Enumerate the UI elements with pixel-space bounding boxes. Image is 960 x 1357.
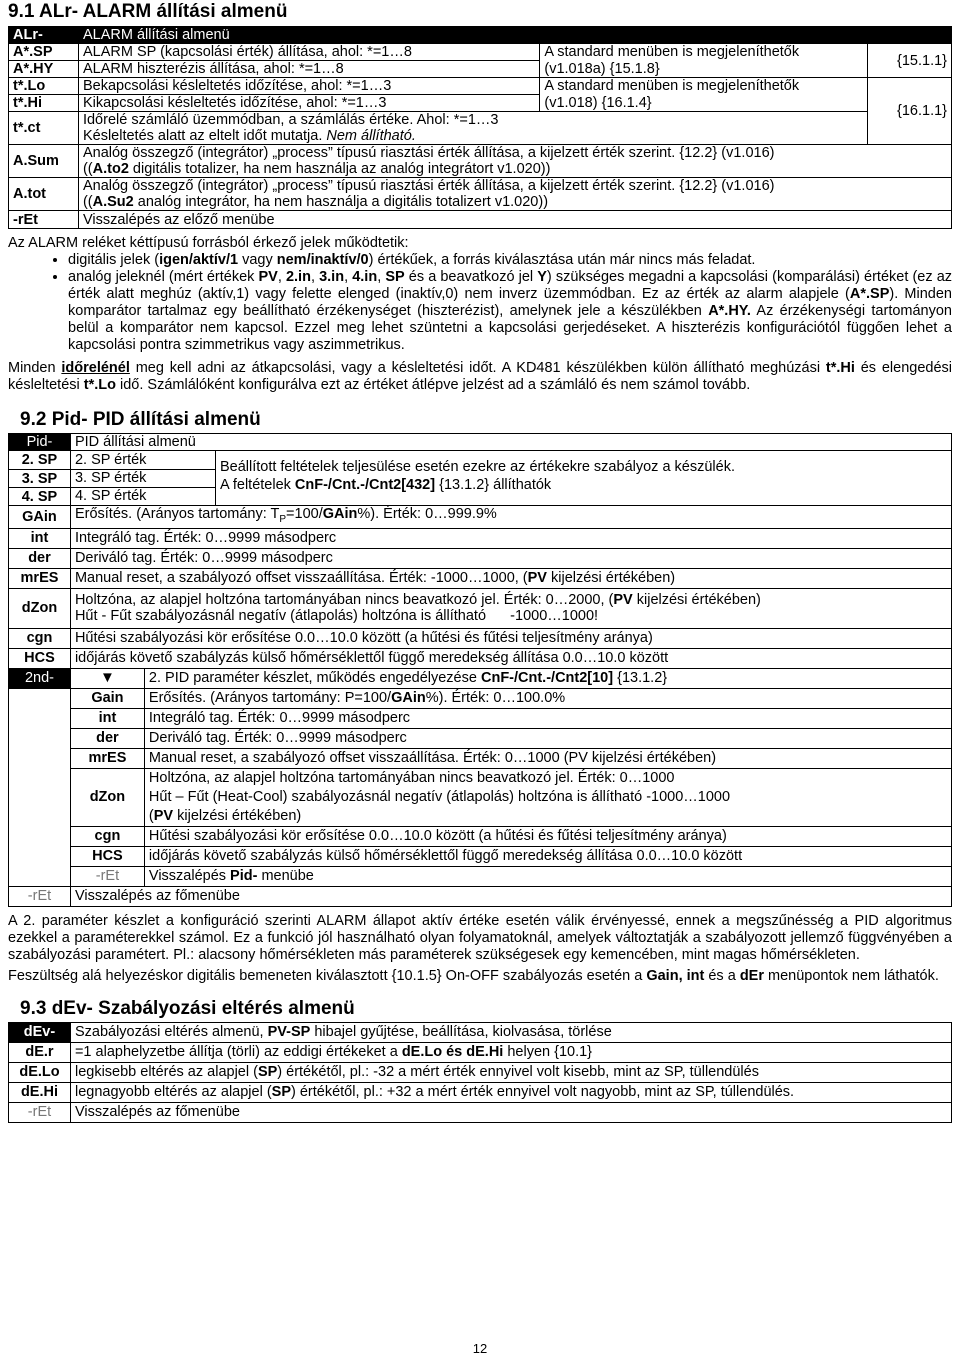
table-row	[9, 178, 952, 211]
reference-label: {16.1.1}	[868, 78, 952, 145]
text: Pid-	[230, 868, 258, 885]
text: SP	[385, 269, 405, 285]
menu-description: ALARM állítási almenü	[78, 27, 951, 44]
text: analóg jeleknél (mért értékek	[68, 269, 259, 285]
list-item	[68, 252, 952, 269]
sp-values	[71, 451, 216, 505]
text: kijelzési értékében)	[546, 570, 676, 587]
page-number: 12	[472, 1341, 488, 1356]
description-line	[149, 807, 947, 826]
text: 3.in	[319, 269, 345, 285]
description-text: A.Su2	[92, 194, 134, 210]
triangle-down-icon: ▼	[70, 668, 144, 688]
table-row	[9, 145, 952, 178]
menu-description	[144, 866, 951, 886]
menu-code: cgn	[70, 826, 144, 846]
text: A*.HY.	[708, 303, 751, 319]
menu-code: -rEt	[9, 886, 71, 906]
menu-description: Deriváló tag. Érték: 0…9999 másodperc	[70, 548, 951, 568]
table-row	[9, 708, 952, 728]
menu-description: Integráló tag. Érték: 0…9999 másodperc	[70, 528, 951, 548]
text: t*.Lo	[83, 377, 116, 393]
table-row	[9, 528, 952, 548]
menu-code: A.Sum	[9, 145, 79, 178]
table-row	[9, 728, 952, 748]
table-row	[9, 95, 952, 112]
text: SP	[271, 1084, 291, 1101]
section-title-deviation: 9.3 dEv- Szabályozási eltérés almenü	[20, 997, 355, 1019]
text: menübe	[257, 868, 314, 885]
section-title-alarm: 9.1 ALr- ALARM állítási almenü	[8, 1, 288, 22]
text: (	[148, 807, 154, 824]
text: {13.1.2}	[613, 670, 668, 687]
description-text: Nem állítható.	[326, 128, 416, 144]
text: GAin	[391, 690, 426, 707]
table-row	[9, 1022, 952, 1042]
text: hibajel gyűjtése, beállítása, kiolvasása, törlése	[310, 1024, 612, 1041]
text: CnF-/Cnt.-/Cnt2[10]	[480, 670, 614, 687]
second-set-paragraph: A 2. paraméter készlet a konfiguráció szerinti ALARM állapot aktív értéke esetén válik érvényessé, ennek a megszűnésség a PID algoritmus ezekkel a paraméterekkel számol. Ez a funkció jól használható olyan folyamatoknál, amelyek változtatják a szabályozott jellemző függvényében a szabályozási paramétert. Pl.: alacsony hőmérsékleten más paraméterek szükségesek egy kemencében, mint magas hőmérsékleten.	[8, 912, 952, 963]
note-line	[220, 476, 735, 494]
menu-description	[78, 112, 867, 145]
text: ) szükséges megadni a kapcsolási (komparálási) értéket (ez az érték alatt meghúz (aktív,1) vagy felette elenged (inaktív,0) nem inverz üzemmódban. Ez az érték az alarm alapjele (	[68, 269, 953, 302]
table-row	[9, 112, 952, 145]
text: Manual reset, a szabályozó offset visszaállítása. Érték: -1000…1000, (	[74, 570, 528, 587]
table-row	[9, 211, 952, 229]
text: 4.in	[352, 269, 378, 285]
table-row	[9, 434, 952, 451]
table-row	[9, 568, 952, 588]
menu-description: Hűtési szabályozási kör erősítése 0.0…10.0 között (a hűtési és fűtési teljesítmény aránya)	[144, 826, 951, 846]
table-row	[9, 27, 952, 44]
menu-description	[144, 768, 951, 826]
table-row	[9, 1042, 952, 1062]
pid-table	[8, 433, 952, 907]
text: A*.SP	[849, 286, 890, 302]
text: SP	[257, 1064, 278, 1081]
menu-code: HCS	[70, 846, 144, 866]
text: Feszültség alá helyezéskor digitális bemeneten kiválasztott {10.1.5} On-OFF szabályozás esetén a	[8, 967, 647, 984]
text: kijelzési értékében)	[173, 807, 302, 824]
menu-code: dEv-	[9, 1022, 71, 1042]
menu-description: Visszalépés az főmenübe	[70, 886, 951, 906]
table-row	[9, 451, 952, 470]
menu-code: t*.Hi	[9, 95, 79, 112]
description-line: Hűt - Fűt szabályozásnál negatív (átlapolás) holtzóna is állítható -1000…1000!	[74, 608, 599, 625]
menu-description: PID állítási almenü	[70, 434, 951, 451]
text: legkisebb eltérés az alapjel (	[74, 1064, 258, 1081]
timer-paragraph	[8, 360, 952, 394]
text: meg kell adni az átkapcsolási, vagy a késleltetési időt. A KD481 készülékben külön állítható meghúzási	[129, 360, 826, 376]
menu-code: 4. SP	[9, 488, 71, 506]
menu-description: időjárás követő szabályzás külső hőmérséklettől függő meredekség állítása 0.0…10.0 között	[70, 648, 951, 668]
table-row	[9, 846, 952, 866]
text: legnagyobb eltérés az alapjel (	[74, 1084, 272, 1101]
menu-description	[144, 668, 951, 688]
menu-description: ALARM SP (kapcsolási érték) állítása, ahol: *=1…8	[78, 44, 539, 61]
menu-description	[70, 1042, 951, 1062]
menu-code: mrES	[70, 748, 144, 768]
menu-note: A standard menüben is megjeleníthetők	[540, 78, 868, 95]
text: ) értékétől, pl.: +32 a mért érték ennyivel volt nagyobb, mint az SP, túllendülés.	[291, 1084, 795, 1101]
description-line	[75, 592, 947, 608]
text: és elengedési késleltetési	[8, 360, 952, 393]
power-on-paragraph	[8, 968, 952, 985]
table-row	[9, 588, 952, 628]
menu-code: HCS	[9, 648, 71, 668]
text: PV	[258, 269, 278, 285]
menu-code: 2. SP	[9, 451, 71, 470]
menu-description	[78, 145, 951, 178]
text: Minden	[8, 360, 62, 376]
text: kijelzési értékében)	[632, 592, 761, 609]
sp-note	[216, 451, 739, 505]
menu-description	[70, 1022, 951, 1042]
section-title-pid: 9.2 Pid- PID állítási almenü	[20, 409, 261, 430]
table-row	[9, 768, 952, 826]
text: időrelénél	[61, 360, 130, 376]
description-line: Időrelé számláló üzemmódban, a számlálás értéke. Ahol: *=1…3	[82, 112, 499, 128]
text: 2.in	[285, 269, 311, 285]
table-row	[9, 866, 952, 886]
menu-code: mrES	[9, 568, 71, 588]
text: nem/inaktív/0	[276, 252, 369, 268]
text: %). Érték: 0…999.9%	[357, 506, 497, 522]
menu-code: t*.ct	[9, 112, 79, 145]
menu-code: int	[9, 528, 71, 548]
menu-code: GAin	[9, 506, 71, 529]
menu-code: -rEt	[9, 211, 79, 229]
table-row	[9, 1102, 952, 1122]
text: PV	[613, 592, 633, 609]
menu-code: -rEt	[9, 1102, 71, 1122]
menu-code: der	[70, 728, 144, 748]
sp-group	[70, 451, 951, 506]
menu-description: ALARM hiszterézis állítása, ahol: *=1…8	[78, 61, 539, 78]
text: ,	[277, 269, 286, 285]
description-line: Analóg összegző (integrátor) „process” típusú riasztási érték állítása, a kijelzett érték szerint. {12.2} (v1.016)	[82, 145, 775, 161]
menu-description: időjárás követő szabályzás külső hőmérséklettől függő meredekség állítása 0.0…10.0 között	[144, 846, 951, 866]
menu-code: ALr-	[9, 27, 79, 44]
text: vagy	[238, 252, 277, 268]
text: t*.Hi	[825, 360, 855, 376]
table-row	[9, 1082, 952, 1102]
text: GAin	[322, 506, 358, 522]
description-line	[83, 161, 947, 177]
text: helyen {10.1}	[503, 1044, 593, 1061]
note-line: Beállított feltételek teljesülése esetén ezekre az értékekre szabályoz a készülék.	[219, 459, 735, 475]
text: Holtzóna, az alapjel holtzóna tartományában nincs beavatkozó jel. Érték: 0…2000, (	[74, 592, 614, 609]
text: ) értékétől, pl.: -32 a mért érték ennyivel volt kisebb, mint az SP, tüllendülés	[277, 1064, 759, 1081]
text: %). Érték: 0…100.0%	[425, 690, 566, 707]
table-row	[9, 78, 952, 95]
document-page	[8, 0, 952, 1123]
deviation-table	[8, 1022, 952, 1123]
menu-code: t*.Lo	[9, 78, 79, 95]
sp-value: 3. SP érték	[71, 470, 215, 488]
menu-code: A*.SP	[9, 44, 79, 61]
text: ,	[310, 269, 320, 285]
text: =100/	[286, 506, 323, 522]
text: A feltételek	[219, 477, 295, 493]
menu-code: 3. SP	[9, 470, 71, 488]
description-text: analóg integrátor, ha nem használja a digitális totalizert v1.020))	[133, 194, 549, 210]
menu-note: A standard menüben is megjeleníthetők	[540, 44, 868, 61]
menu-code: 2nd-	[9, 668, 71, 688]
text: digitális jelek (	[68, 252, 160, 268]
alarm-table	[8, 26, 952, 229]
menu-code: dZon	[9, 588, 71, 628]
text: 2. PID paraméter készlet, működés engedélyezése	[148, 670, 481, 687]
text: PV-SP	[267, 1024, 311, 1041]
menu-description	[70, 1062, 951, 1082]
spacer-cell	[9, 688, 71, 886]
text: igen/aktív/1	[159, 252, 239, 268]
menu-description: Visszalépés az előző menübe	[78, 211, 951, 229]
text: ,	[377, 269, 386, 285]
menu-code: Pid-	[9, 434, 71, 451]
text: =1 alaphelyzetbe állítja (törli) az eddigi értékeket a	[74, 1044, 402, 1061]
text: ) értékűek, a forrás kiválasztása után már nincs más feladat.	[368, 252, 756, 268]
menu-description	[78, 178, 951, 211]
text: PV	[153, 807, 174, 824]
bullet-list	[8, 252, 952, 354]
description-text: ((	[82, 161, 93, 177]
menu-description	[70, 588, 951, 628]
text: Erősítés. (Arányos tartomány: T	[74, 506, 280, 522]
text: Visszalépés	[148, 868, 231, 885]
sp-value: 4. SP érték	[74, 488, 147, 504]
text: Az érzékenységi tartományon belül a komparátor nem kapcsol. Ezzel meg lehet szüntetni a kapcsolási gerjedéseket. A hiszterézis konfigurációtól függően lehet a kapcsolási pontra szimmetrikus vagy aszimmetrikus.	[68, 303, 952, 353]
table-row	[9, 1062, 952, 1082]
menu-description: Visszalépés az főmenübe	[70, 1102, 951, 1122]
reference-label: {15.1.1}	[868, 44, 952, 78]
text: dE.Lo és dE.Hi	[401, 1044, 504, 1061]
text: Y	[537, 269, 547, 285]
menu-code: der	[9, 548, 71, 568]
menu-code: int	[70, 708, 144, 728]
text: ). Minden komparátor tartalmaz egy beállítható érzékenységet (hiszterézist), amelynek jele a készülékben	[68, 286, 952, 319]
text: és a	[704, 967, 740, 984]
text: dEr	[739, 967, 764, 984]
table-row	[9, 44, 952, 61]
table-row	[9, 61, 952, 78]
menu-code: dZon	[70, 768, 144, 826]
table-row	[9, 748, 952, 768]
text: Erősítés. (Arányos tartomány: P=100/	[148, 690, 392, 707]
text: P	[279, 513, 287, 525]
text: {13.1.2} állíthatók	[435, 477, 552, 493]
menu-code: A.tot	[9, 178, 79, 211]
text: Gain, int	[646, 967, 705, 984]
menu-code: dE.r	[9, 1042, 71, 1062]
text: és a beavatkozó jel	[404, 269, 538, 285]
menu-code: Gain	[70, 688, 144, 708]
table-row	[9, 886, 952, 906]
description-text: ((	[82, 194, 93, 210]
table-row	[9, 548, 952, 568]
description-text: digitális totalizer, ha nem használja az analóg integrátort v1.020))	[128, 161, 551, 177]
menu-description	[144, 688, 951, 708]
description-line: Analóg összegző (integrátor) „process” típusú riasztási érték állítása, a kijelzett érték szerint. {12.2} (v1.016)	[82, 178, 775, 194]
description-text: A.to2	[92, 161, 129, 177]
menu-description: Integráló tag. Érték: 0…9999 másodperc	[144, 708, 951, 728]
menu-code: dE.Hi	[9, 1082, 71, 1102]
table-row	[9, 688, 952, 708]
menu-description	[70, 506, 951, 529]
menu-description: Kikapcsolási késleltetés időzítése, ahol: *=1…3	[78, 95, 539, 112]
sp-value: 2. SP érték	[71, 451, 215, 470]
description-line	[83, 128, 863, 144]
menu-code: cgn	[9, 628, 71, 648]
text: idő. Számlálóként konfigurálva ezt az értéket átlépve jelzést ad a számláló és nem számol tovább.	[115, 377, 751, 393]
menu-description: Hűtési szabályozási kör erősítése 0.0…10.0 között (a hűtési és fűtési teljesítmény aránya)	[70, 628, 951, 648]
description-line: Hűt – Fűt (Heat-Cool) szabályozásnál negatív (átlapolás) holtzóna is állítható -1000…1000	[148, 788, 731, 805]
text: PV	[527, 570, 547, 587]
menu-description: Deriváló tag. Érték: 0…9999 másodperc	[144, 728, 951, 748]
menu-description	[70, 568, 951, 588]
menu-note: (v1.018a) {15.1.8}	[540, 61, 868, 78]
text: ,	[344, 269, 353, 285]
menu-description: Bekapcsolási késleltetés időzítése, ahol: *=1…3	[78, 78, 539, 95]
table-row	[9, 628, 952, 648]
table-row	[9, 506, 952, 529]
text: Szabályozási eltérés almenü,	[74, 1024, 268, 1041]
text: menüpontok nem láthatók.	[763, 967, 939, 984]
menu-code: dE.Lo	[9, 1062, 71, 1082]
text: CnF-/Cnt.-/Cnt2[432]	[294, 477, 436, 493]
table-row	[9, 826, 952, 846]
menu-description	[70, 1082, 951, 1102]
menu-note: (v1.018) {16.1.4}	[540, 95, 868, 112]
description-text: Késleltetés alatt az eltelt időt mutatja.	[82, 128, 323, 144]
description-line	[83, 194, 947, 210]
list-item	[68, 269, 952, 354]
table-row	[9, 668, 952, 688]
menu-code: A*.HY	[9, 61, 79, 78]
alarm-intro: Az ALARM reléket kéttípusú forrásból érkező jelek működtetik:	[8, 235, 409, 251]
menu-code: -rEt	[70, 866, 144, 886]
menu-description: Manual reset, a szabályozó offset visszaállítása. Érték: 0…1000 (PV kijelzési értékében)	[144, 748, 951, 768]
description-line: Holtzóna, az alapjel holtzóna tartományában nincs beavatkozó jel. Érték: 0…1000	[148, 769, 675, 786]
table-row	[9, 648, 952, 668]
